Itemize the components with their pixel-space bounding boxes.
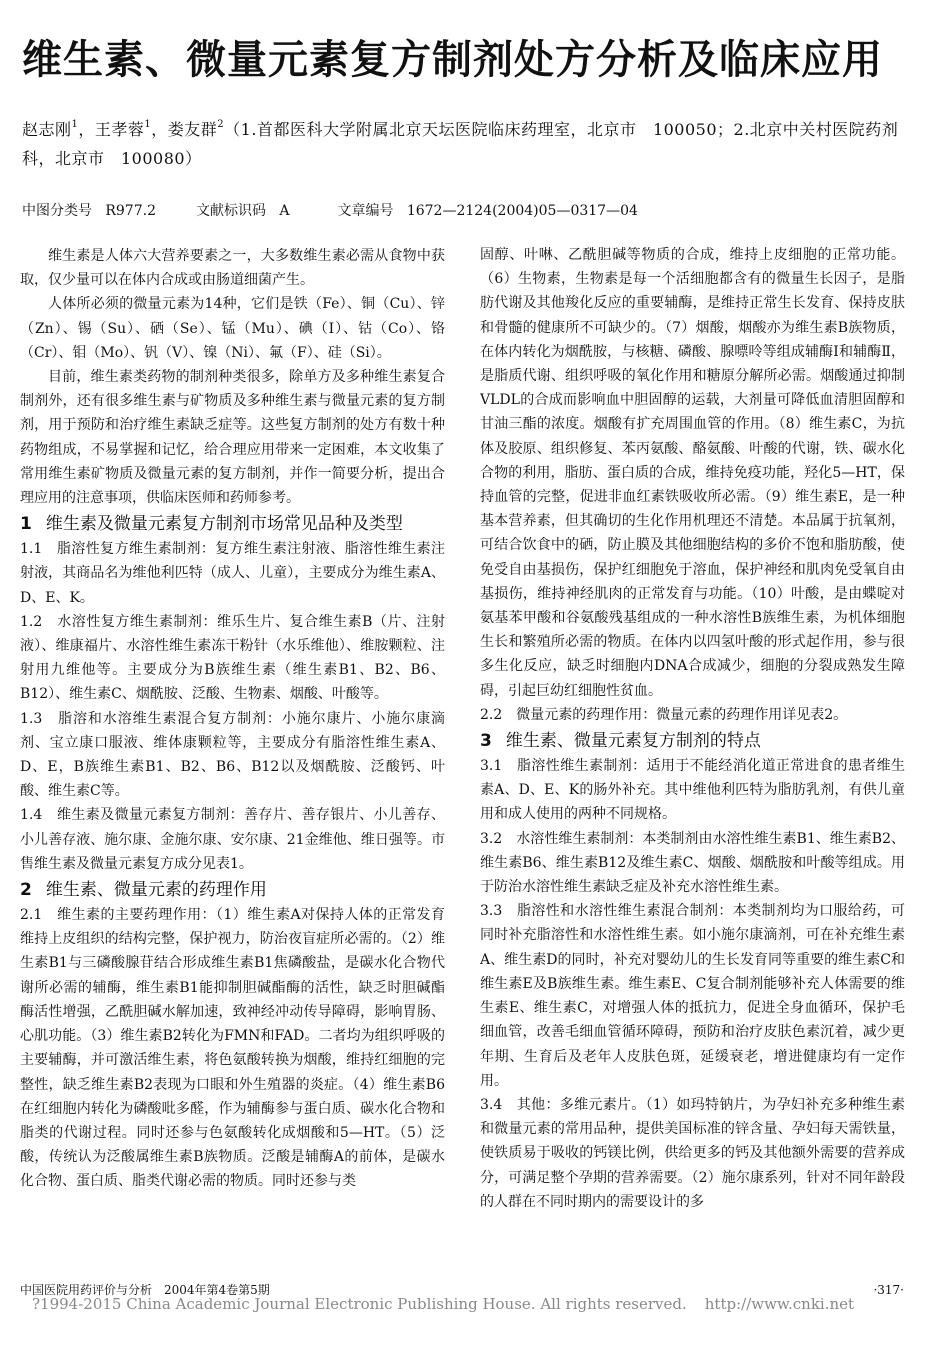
doc-value: A [279, 203, 290, 219]
author-1: 赵志刚 [22, 120, 72, 139]
subsection-3-1: 3.1 脂溶性维生素制剂：适用于不能经消化道正常进食的患者维生素A、D、E、K的肠外补充。其中维他利匹特为脂肪乳剂，有供儿童用和成人使用的两种不同规格。 [480, 758, 905, 823]
section-title-1: 维生素及微量元素复方制剂市场常见品种及类型 [45, 514, 403, 535]
author-3: ，娄友群 [151, 120, 218, 139]
intro-paragraph-2: 人体所必须的微量元素为14种，它们是铁（Fe）、铜（Cu）、锌（Zn）、锡（Su）、硒（Se）、锰（Mu）、碘（I）、钴（Co）、铬（Cr）、钼（Mo）、钒（V）、镍（Ni）、氟（F）、硅（Si）。 [20, 296, 445, 361]
intro-paragraph-3: 目前，维生素类药物的制剂种类很多，除单方及多种维生素复合制剂外，还有很多维生素与矿物质及多种维生素与微量元素的复方制剂，用于预防和治疗维生素缺乏症等。这些复方制剂的处方有数十种药物组成，不易掌握和记忆，给合理应用带来一定困难，本文收集了常用维生素矿物质及微量元素的复方制剂，并作一简要分析，提出合理应用的注意事项，供临床医师和药师参考。 [20, 369, 445, 507]
section-number-2: 2 [20, 880, 32, 901]
section-title-3: 维生素、微量元素复方制剂的特点 [505, 731, 761, 752]
subsection-1-3: 1.3 脂溶和水溶维生素混合复方制剂：小施尔康片、小施尔康滴剂、宝立康口服液、维体康颗粒等，主要成分有脂溶性维生素A、D、E，B族维生素B1、B2、B6、B12以及烟酰胺、泛酸钙、叶酸、维生素C等。 [20, 710, 445, 800]
author-2: ，王孝蓉 [78, 120, 145, 139]
subsection-1-4: 1.4 维生素及微量元素复方制剂：善存片、善存银片、小儿善存、小儿善存液、施尔康、金施尔康、安尔康、21金维他、维日强等。市售维生素及微量元素复方成分见表1。 [20, 807, 445, 872]
author-1-affil: 1 [71, 119, 79, 130]
section-heading-1 [20, 512, 445, 537]
author-2-affil: 1 [144, 119, 152, 130]
page-number: ·317· [873, 1283, 904, 1297]
copyright-text: ?1994-2015 China Academic Journal Electronic Publishing House. All rights reserved. [32, 1295, 687, 1313]
author-block [22, 110, 922, 173]
subsection-2-1: 2.1 维生素的主要药理作用：（1）维生素A对保持人体的正常发育维持上皮组织的结构完整，保护视力，防治夜盲症所必需的。（2）维生素B1与三磷酸腺苷结合形成维生素B1焦磷酸盐，是碳水化合物代谢所必需的辅酶，维生素B1能抑制胆碱酯酶的活性，缺乏时胆碱酯酶活性增强，乙酰胆碱水解加速，致神经冲动传导障碍，影响胃肠、心肌功能。（3）维生素B2转化为FMN和FAD。二者均为组织呼吸的主要辅酶，并可激活维生素，将色氨酸转换为烟酸，维持红细胞的完整性，缺乏维生素B2表现为口眼和外生殖器的炎症。（4）维生素B6在红细胞内转化为磷酸吡多醛，作为辅酶参与蛋白质、碳水化合物和脂类的代谢过程。同时还参与色氨酸转化成烟酸和5—HT。（5）泛酸，传统认为泛酸属维生素B族物质。泛酸是辅酶A的前体，是碳水化合物、蛋白质、脂类代谢必需的物质。同时还参与类 [20, 907, 445, 1190]
section-heading-2 [20, 878, 445, 903]
publisher-url[interactable]: http://www.cnki.net [704, 1295, 855, 1313]
affiliations: （1.首都医科大学附属北京天坛医院临床药理室，北京市 100050；2.北京中关村医院药剂科，北京市 100080） [22, 120, 899, 168]
section-number-3: 3 [480, 731, 492, 752]
subsection-1-2: 1.2 水溶性复方维生素制剂：维乐生片、复合维生素B（片、注射液）、维康福片、水溶性维生素冻干粉针（水乐维他）、维胺颗粒、注射用九维他等。主要成分为B族维生素（维生素B1、B2、B6、B12）、维生素C、烟酰胺、泛酸、生物素、烟酸、叶酸等。 [20, 613, 445, 703]
section-number-1: 1 [20, 514, 32, 535]
copyright-line [32, 1296, 854, 1312]
subsection-1-1: 1.1 脂溶性复方维生素制剂：复方维生素注射液、脂溶性维生素注射液，其商品名为维他利匹特（成人、儿童），主要成分为维生素A、D、E、K。 [20, 541, 445, 606]
section-heading-3 [480, 729, 905, 754]
subsection-3-4: 3.4 其他：多维元素片。（1）如玛特钠片，为孕妇补充多种维生素和微量元素的常用品种，提供美国标准的锌含量、孕妇每天需铁量，使铁质易于吸收的钙镁比例，供给更多的钙及其他额外需要的营养成分，可满足整个孕期的营养需要。（2）施尔康系列，针对不同年龄段的人群在不同时期内的需要设计的多 [480, 1096, 905, 1210]
author-3-affil: 2 [217, 119, 225, 130]
right-column [480, 243, 905, 1273]
doc-label: 文献标识码 [195, 203, 266, 219]
continued-paragraph: 固醇、叶啉、乙酰胆碱等物质的合成，维持上皮细胞的正常功能。（6）生物素，生物素是每一个活细胞都含有的微量生长因子，是脂肪代谢及其他羧化反应的重要辅酶，是维持正常生长发育、保持皮肤和骨髓的健康所不可缺少的。（7）烟酸，烟酸亦为维生素B族物质，在体内转化为烟酰胺，与核糖、磷酸、腺嘌呤等组成辅酶Ⅰ和辅酶Ⅱ，是脂质代谢、组织呼吸的氧化作用和糖原分解所必需。烟酸通过抑制VLDL的合成而影响血中胆固醇的运载，大剂量可降低血清胆固醇和甘油三酯的浓度。烟酸有扩充周围血管的作用。（8）维生素C，为抗体及胶原、组织修复、苯丙氨酸、酪氨酸、叶酸的代谢，铁、碳水化合物的利用，脂肪、蛋白质的合成，维持免疫功能，羟化5—HT，保持血管的完整，促进非血红素铁吸收所必需。（9）维生素E，是一种基本营养素，但其确切的生化作用机理还不清楚。本品属于抗氧剂，可结合饮食中的硒，防止膜及其他细胞结构的多价不饱和脂肪酸，使免受自由基损伤，保护红细胞免于溶血，保护神经和肌肉免受氧自由基损伤，维持神经肌肉的正常发育与功能。（10）叶酸，是由蝶啶对氨基苯甲酸和谷氨酸残基组成的一种水溶性B族维生素，为机体细胞生长和繁殖所必需的物质。在体内以四氢叶酸的形式起作用，参与很多生化反应，缺乏时细胞内DNA合成减少，细胞的分裂成熟发生障碍，引起巨幼红细胞性贫血。 [480, 247, 905, 699]
subsection-2-2: 2.2 微量元素的药理作用：微量元素的药理作用详见表2。 [480, 706, 848, 723]
subsection-3-3: 3.3 脂溶性和水溶性维生素混合制剂：本类制剂均为口服给药，可同时补充脂溶性和水溶性维生素。如小施尔康滴剂，可在补充维生素A、维生素D的同时，补充对婴幼儿的生长发育同等重要的维生素C和维生素E及B族维生素。维生素E、C复合制剂能够补充人体需要的维生素E、维生素C，对增强人体的抵抗力，促进全身血循环，保护毛细血管，改善毛细血管循环障碍，预防和治疗皮肤色素沉着，减少更年期、生育后及老年人皮肤色斑，延缓衰老，增进健康均有一定作用。 [480, 903, 905, 1089]
journal-name: 中国医院用药评价与分析 2004年第4卷第5期 [20, 1283, 270, 1297]
section-title-2: 维生素、微量元素的药理作用 [45, 880, 267, 901]
left-column [20, 244, 445, 1274]
article-label: 文章编号 [337, 203, 394, 219]
class-value: R977.2 [105, 203, 156, 219]
class-label: 中图分类号 [22, 203, 92, 219]
intro-paragraph-1: 维生素是人体六大营养要素之一，大多数维生素必需从食物中获取，仅少量可以在体内合成或由肠道细菌产生。 [20, 248, 445, 289]
classification-line [22, 200, 922, 220]
subsection-3-2: 3.2 水溶性维生素制剂：本类制剂由水溶性维生素B1、维生素B2、维生素B6、维生素B12及维生素C、烟酸、烟酰胺和叶酸等组成。用于防治水溶性维生素缺乏症及补充水溶性维生素。 [480, 830, 905, 896]
paper-title: 维生素、微量元素复方制剂处方分析及临床应用 [22, 37, 883, 83]
article-value: 1672—2124(2004)05—0317—04 [406, 203, 638, 219]
